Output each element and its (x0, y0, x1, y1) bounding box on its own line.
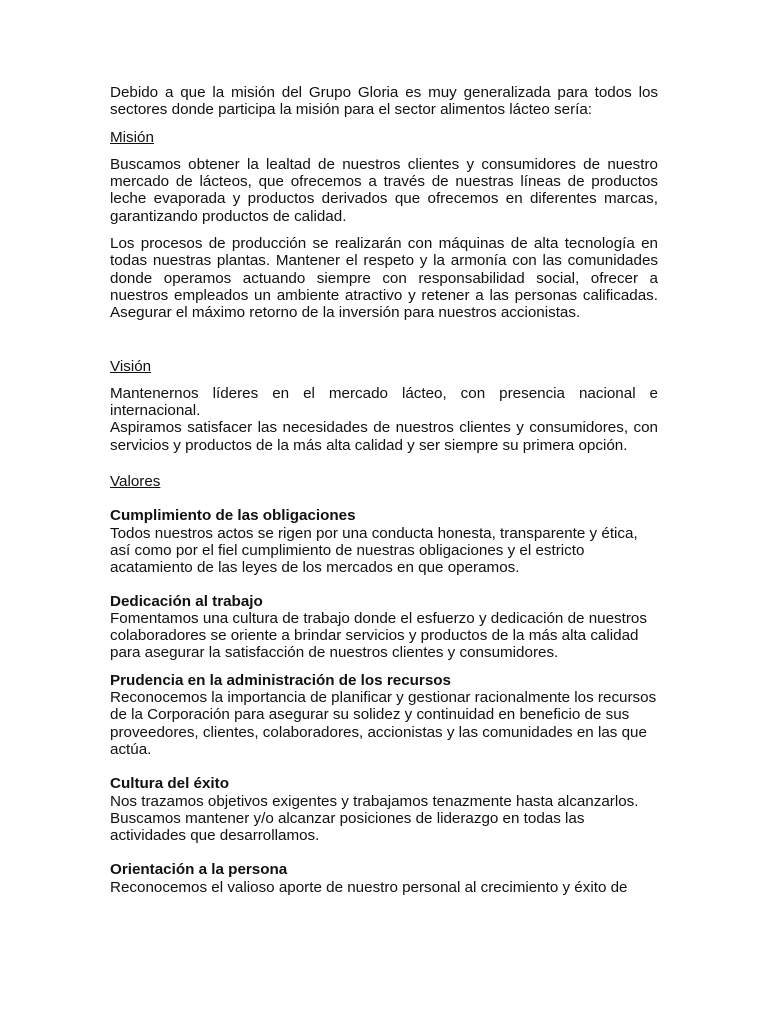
vision-paragraph-2: Aspiramos satisfacer las necesidades de nuestros clientes y consumidores, con servicios y productos de la más alta calidad y ser siempre su primera opción. (110, 419, 658, 454)
valor-title: Orientación a la persona (110, 861, 288, 879)
valor-item (110, 672, 658, 758)
valor-title: Dedicación al trabajo (110, 592, 263, 610)
valor-item (110, 593, 658, 662)
intro-paragraph: Debido a que la misión del Grupo Gloria es muy generalizada para todos los sectores donde participa la misión para el sector alimentos lácteo sería: (110, 84, 658, 119)
vision-heading: Visión (110, 357, 152, 375)
mision-paragraph-2: Los procesos de producción se realizarán con máquinas de alta tecnología en todas nuestras plantas. Mantener el respeto y la armonía con las comunidades donde operamos actuando siempre con responsabilidad social, ofrecer a nuestros empleados un ambiente atractivo y retener a las personas calificadas. Asegurar el máximo retorno de la inversión para nuestros accionistas. (110, 235, 658, 322)
valor-text: Fomentamos una cultura de trabajo donde el esfuerzo y dedicación de nuestros colaboradores se oriente a brindar servicios y productos de la más alta calidad para asegurar la satisfacción de nuestros clientes y consumidores. (110, 609, 647, 662)
valor-text: Reconocemos la importancia de planificar y gestionar racionalmente los recursos de la Corporación para asegurar su solidez y continuidad en beneficio de sus proveedores, clientes, colaboradores, accionistas y las comunidades en las que actúa. (110, 689, 657, 758)
valor-text: Todos nuestros actos se rigen por una conducta honesta, transparente y ética, así como por el fiel cumplimiento de nuestras obligaciones y el estricto acatamiento de las leyes de los mercados en que operamos. (110, 524, 638, 577)
valor-text: Reconocemos el valioso aporte de nuestro personal al crecimiento y éxito de (110, 878, 628, 896)
document-page (110, 84, 658, 896)
valor-title: Cumplimiento de las obligaciones (110, 507, 356, 525)
mision-paragraph-1: Buscamos obtener la lealtad de nuestros clientes y consumidores de nuestro mercado de lácteos, que ofrecemos a través de nuestras líneas de productos leche evaporada y productos derivados que ofrecemos en diferentes marcas, garantizando productos de calidad. (110, 155, 658, 225)
valor-text: Nos trazamos objetivos exigentes y trabajamos tenazmente hasta alcanzarlos. Buscamos mantener y/o alcanzar posiciones de liderazgo en todas las actividades que desarrollamos. (110, 792, 639, 845)
valor-item (110, 861, 658, 896)
mision-heading: Misión (110, 128, 154, 146)
valor-item (110, 775, 658, 844)
vision-paragraph-1: Mantenernos líderes en el mercado lácteo, con presencia nacional e internacional. (110, 384, 658, 420)
valor-title: Cultura del éxito (110, 775, 229, 793)
valor-item (110, 507, 658, 576)
valores-heading: Valores (110, 473, 161, 491)
valor-title: Prudencia en la administración de los recursos (110, 671, 451, 689)
